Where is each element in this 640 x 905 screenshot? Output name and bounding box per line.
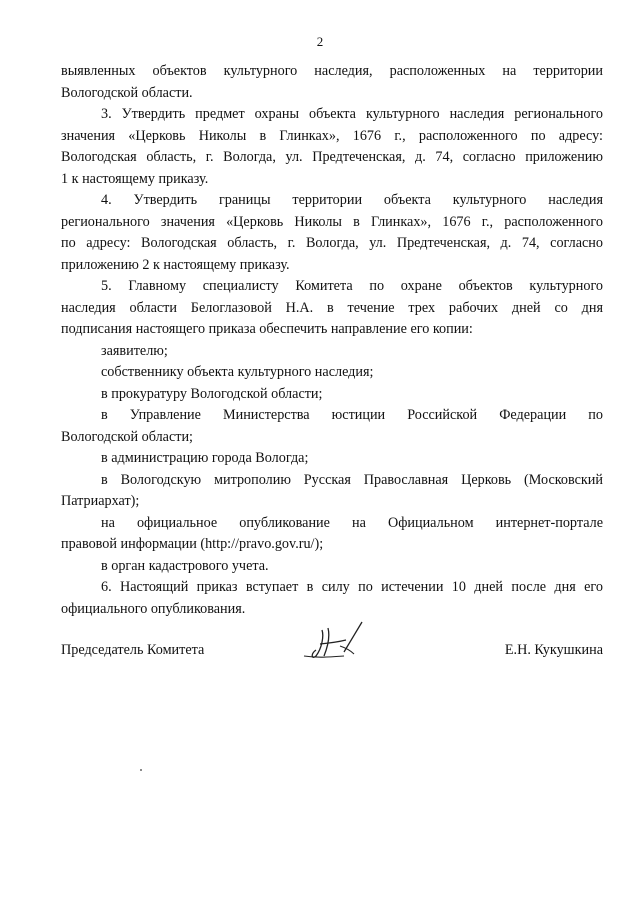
text-line: Вологодской области. (61, 84, 193, 101)
list-item: на официальное опубликование на Официальном интернет-портале (101, 514, 603, 531)
signatory-position: Председатель Комитета (61, 642, 205, 658)
list-item: собственнику объекта культурного наследия; (101, 364, 374, 380)
list-item: заявителю; (101, 342, 168, 359)
list-item: Патриархат); (61, 493, 140, 509)
signatory-name: Е.Н. Кукушкина (504, 642, 603, 658)
paragraph-3-line: 3. Утвердить предмет охраны объекта культурного наследия регионального (101, 106, 603, 122)
text-line: выявленных объектов культурного наследия, расположенных на территории (61, 63, 603, 79)
list-item: в прокуратуру Вологодской области; (101, 385, 323, 402)
paragraph-5-line: наследия области Белоглазовой Н.А. в течение трех рабочих дней со дня (61, 299, 603, 316)
document-body (61, 61, 603, 620)
paragraph-4-line: по адресу: Вологодская область, г. Вологда, ул. Предтеченская, д. 74, согласно (61, 235, 603, 251)
paragraph-6-line: 6. Настоящий приказ вступает в силу по истечении 10 дней после дня его (101, 579, 603, 595)
list-item: в администрацию города Вологда; (101, 450, 309, 466)
list-item: правовой информации (http://pravo.gov.ru/); (61, 536, 324, 552)
list-item: в Управление Министерства юстиции Российской Федерации по (101, 407, 603, 423)
paragraph-3-line: Вологодская область, г. Вологда, ул. Предтеченская, д. 74, согласно приложению (61, 149, 603, 165)
paragraph-3-line: 1 к настоящему приказу. (61, 170, 209, 187)
paragraph-3-line: значения «Церковь Николы в Глинках», 1676 г., расположенного по адресу: (61, 127, 603, 144)
paragraph-6-line: официального опубликования. (61, 600, 246, 617)
list-item: в орган кадастрового учета. (101, 557, 269, 574)
paragraph-5-line: 5. Главному специалисту Комитета по охране объектов культурного (101, 278, 603, 294)
paragraph-4-line: регионального значения «Церковь Николы в Глинках», 1676 г., расположенного (61, 213, 603, 230)
paragraph-5-line: подписания настоящего приказа обеспечить направление его копии: (61, 321, 473, 337)
handwritten-signature (300, 616, 380, 666)
list-item: Вологодской области; (61, 428, 193, 445)
scan-speck (140, 769, 142, 771)
paragraph-4-line: 4. Утвердить границы территории объекта культурного наследия (101, 192, 603, 208)
list-item: в Вологодскую митрополию Русская Православная Церковь (Московский (101, 471, 603, 488)
paragraph-4-line: приложению 2 к настоящему приказу. (61, 256, 290, 273)
page-number: 2 (316, 34, 324, 49)
